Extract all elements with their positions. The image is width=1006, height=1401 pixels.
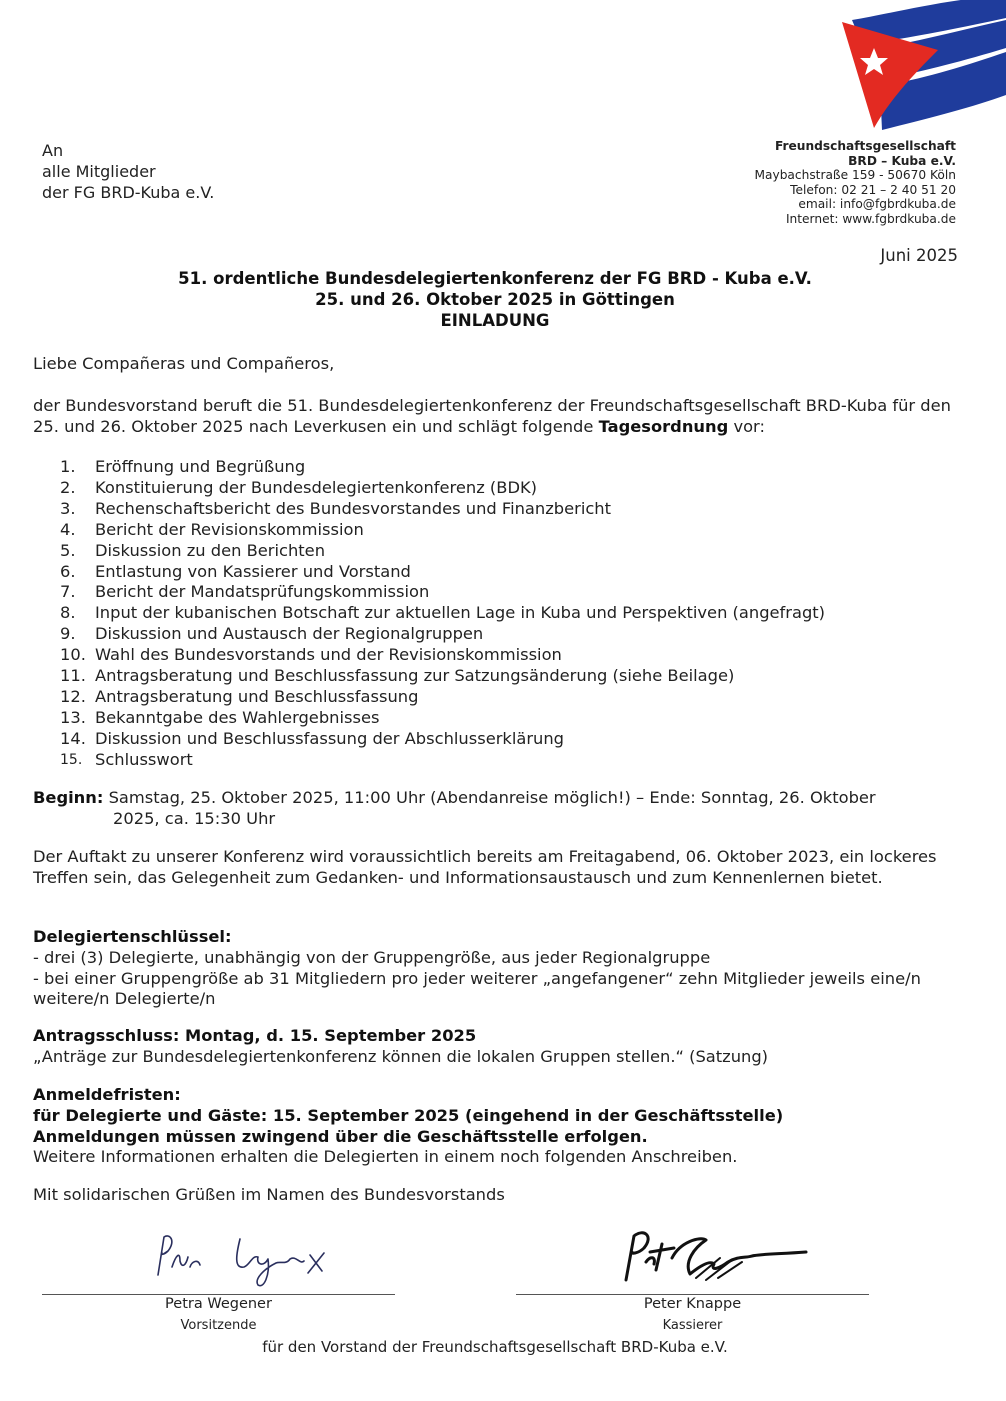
- start-text: Samstag, 25. Oktober 2025, 11:00 Uhr (Abendanreise möglich!) – Ende: Sonntag, 26. Oktober: [103, 788, 876, 807]
- agenda-item-text: Diskussion und Beschlussfassung der Abschlusserklärung: [95, 728, 565, 748]
- sender-address: [755, 139, 957, 227]
- intro-text: der Bundesvorstand beruft die 51. Bundesdelegiertenkonferenz der Freundschaftsgesellschaft BRD-Kuba für den 25. und 26. Oktober 2025 nach Leverkusen ein und schlägt folgende: [33, 396, 951, 436]
- agenda-item: [60, 750, 825, 771]
- agenda-item-number: 10.: [60, 645, 86, 665]
- agenda-item: [60, 541, 825, 562]
- signatory-role: Kassierer: [662, 1318, 723, 1333]
- agenda-item-number: 7.: [60, 582, 76, 602]
- delegate-rule: - bei einer Gruppengröße ab 31 Mitgliedern pro jeder weiterer „angefangener“ zehn Mitglieder jeweils eine/n weitere/n Delegierte/n: [33, 968, 921, 1009]
- intro-paragraph: [33, 396, 973, 438]
- agenda-item-text: Input der kubanischen Botschaft zur aktuellen Lage in Kuba und Perspektiven (angefragt): [95, 603, 826, 623]
- agenda-item: [60, 645, 825, 666]
- recipient-line: alle Mitglieder: [42, 162, 156, 181]
- agenda-item-number: 14.: [60, 728, 86, 748]
- delegate-key-heading: Delegiertenschlüssel:: [33, 927, 232, 946]
- agenda-item-number: 1.: [60, 457, 76, 476]
- letter-date: Juni 2025: [880, 246, 958, 265]
- schedule-paragraph: [33, 788, 973, 830]
- agenda-item: [60, 520, 825, 541]
- signatory-name: Peter Knappe: [643, 1296, 742, 1312]
- agenda-item-text: Rechenschaftsbericht des Bundesvorstandes und Finanzbericht: [95, 498, 611, 518]
- salutation: Liebe Compañeras und Compañeros,: [33, 354, 335, 373]
- start-label: Beginn:: [33, 788, 104, 807]
- signatory-name: Petra Wegener: [165, 1296, 272, 1312]
- agenda-item: [60, 562, 825, 583]
- agenda-item-text: Bekanntgabe des Wahlergebnisses: [95, 707, 380, 727]
- org-street: Maybachstraße 159 - 50670 Köln: [754, 168, 956, 183]
- closing-formula: Mit solidarischen Grüßen im Namen des Bundesvorstands: [33, 1185, 505, 1204]
- agenda-item-number: 13.: [60, 707, 86, 727]
- agenda-item-text: Konstituierung der Bundesdelegiertenkonferenz (BDK): [95, 477, 538, 497]
- recipient-address: [42, 140, 214, 203]
- org-name-suffix: BRD – Kuba e.V.: [848, 153, 956, 168]
- agenda-list: [60, 457, 825, 771]
- agenda-item-number: 12.: [60, 686, 86, 706]
- recipient-line: An: [42, 141, 64, 160]
- signature-line: [516, 1294, 869, 1295]
- agenda-item: [60, 687, 825, 708]
- registration-section: [33, 1085, 973, 1168]
- delegate-key-section: [33, 927, 973, 1010]
- document-title: [0, 268, 990, 331]
- delegate-rule: - drei (3) Delegierte, unabhängig von der Gruppengröße, aus jeder Regionalgruppe: [33, 947, 711, 967]
- signature-line: [42, 1294, 395, 1295]
- agenda-item-number: 4.: [60, 519, 76, 539]
- agenda-item: [60, 666, 825, 687]
- title-line: 51. ordentliche Bundesdelegiertenkonferenz der FG BRD - Kuba e.V.: [178, 269, 812, 288]
- title-line: 25. und 26. Oktober 2025 in Göttingen: [315, 290, 675, 309]
- agenda-item: [60, 624, 825, 645]
- agenda-item-number: 9.: [60, 624, 76, 644]
- registration-deadline: für Delegierte und Gäste: 15. September 2025 (eingehend in der Geschäftsstelle): [33, 1105, 784, 1125]
- agenda-item: [60, 457, 825, 478]
- agenda-item: [60, 499, 825, 520]
- motion-deadline-section: [33, 1026, 973, 1068]
- cuba-flag-logo: [790, 0, 1006, 135]
- agenda-item-text: Entlastung von Kassierer und Vorstand: [95, 561, 411, 581]
- agenda-item: [60, 708, 825, 729]
- agenda-item-text: Antragsberatung und Beschlussfassung zur Satzungsänderung (siehe Beilage): [95, 666, 735, 686]
- signatory-role: Vorsitzende: [180, 1318, 257, 1333]
- agenda-item: [60, 582, 825, 603]
- title-line: EINLADUNG: [440, 311, 550, 330]
- agenda-item-number: 5.: [60, 540, 76, 560]
- agenda-item-number: 6.: [60, 561, 76, 581]
- registration-requirement: Anmeldungen müssen zwingend über die Geschäftsstelle erfolgen.: [33, 1126, 648, 1146]
- kickoff-paragraph: Der Auftakt zu unserer Konferenz wird voraussichtlich bereits am Freitagabend, 06. Oktober 2023, ein lockeres Treffen sein, das Gelegenheit zum Gedanken- und Informationsaustausch und zum Kennenlernen bietet.: [33, 847, 937, 887]
- agenda-item-text: Schlusswort: [95, 749, 193, 769]
- org-website: Internet: www.fgbrdkuba.de: [785, 211, 956, 226]
- recipient-line: der FG BRD-Kuba e.V.: [42, 183, 215, 202]
- agenda-item-text: Bericht der Revisionskommission: [95, 519, 364, 539]
- agenda-item-text: Eröffnung und Begrüßung: [95, 457, 306, 476]
- agenda-item: [60, 729, 825, 750]
- agenda-item-text: Bericht der Mandatsprüfungskommission: [95, 582, 430, 602]
- signature-petra-wegener: [140, 1225, 340, 1295]
- org-name: Freundschaftsgesellschaft: [774, 139, 956, 153]
- agenda-item: [60, 603, 825, 624]
- agenda-item-number: 3.: [60, 498, 76, 518]
- intro-text-end: vor:: [728, 416, 765, 436]
- org-email: email: info@fgbrdkuba.de: [798, 197, 956, 212]
- registration-note: Weitere Informationen erhalten die Delegierten in einem noch folgenden Anschreiben.: [33, 1147, 738, 1167]
- signature-peter-knappe: [610, 1222, 820, 1292]
- agenda-item-text: Diskussion und Austausch der Regionalgruppen: [95, 624, 484, 644]
- agenda-item: [60, 478, 825, 499]
- statute-quote: „Anträge zur Bundesdelegiertenkonferenz können die lokalen Gruppen stellen.“ (Satzung): [33, 1046, 769, 1066]
- agenda-item-text: Wahl des Bundesvorstands und der Revisionskommission: [95, 645, 562, 665]
- registration-heading: Anmeldefristen:: [33, 1085, 181, 1104]
- agenda-item-number: 2.: [60, 477, 76, 497]
- agenda-item-number: 15.: [60, 751, 83, 768]
- motion-deadline-heading: Antragsschluss: Montag, d. 15. September 2025: [33, 1026, 477, 1045]
- agenda-item-number: 11.: [60, 666, 86, 686]
- agenda-item-number: 8.: [60, 603, 76, 623]
- org-phone: Telefon: 02 21 – 2 40 51 20: [790, 182, 956, 197]
- agenda-item-text: Diskussion zu den Berichten: [95, 540, 326, 560]
- agenda-keyword: Tagesordnung: [598, 416, 729, 436]
- agenda-item-text: Antragsberatung und Beschlussfassung: [95, 686, 419, 706]
- start-text-continued: 2025, ca. 15:30 Uhr: [113, 808, 276, 828]
- signature-footer: für den Vorstand der Freundschaftsgesellschaft BRD-Kuba e.V.: [262, 1338, 728, 1356]
